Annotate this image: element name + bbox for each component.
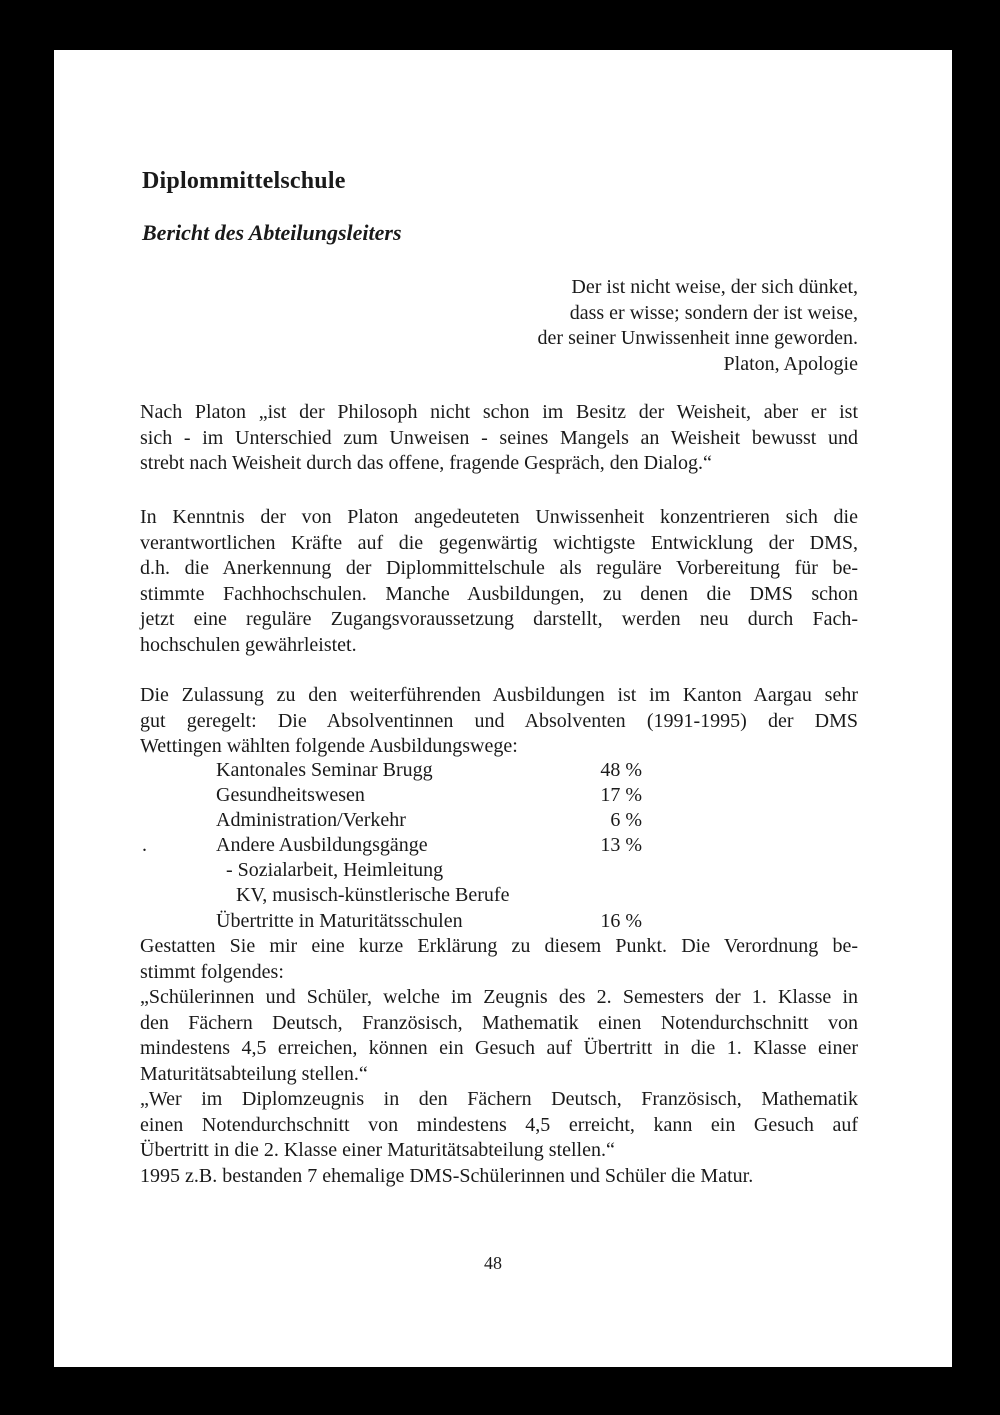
epigraph: [538, 275, 858, 377]
pathway-label: Administration/Verkehr: [216, 809, 406, 831]
text-line: „Wer im Diplomzeugnis in den Fächern Deutsch, Französisch, Mathematik: [140, 1088, 858, 1110]
text-line: jetzt eine reguläre Zugangsvoraussetzung darstellt, werden neu durch Fach-: [140, 608, 858, 630]
pathway-value: 48 %: [600, 759, 642, 781]
pathway-row: [54, 783, 952, 808]
text-line: d.h. die Anerkennung der Diplommittelschule als reguläre Vorbereitung für be-: [140, 557, 858, 579]
pathway-subrow: [54, 883, 952, 908]
paragraph-zulassung: [140, 683, 858, 760]
pathway-value: 13 %: [600, 834, 642, 856]
text-line: hochschulen gewährleistet.: [140, 633, 357, 656]
pathway-marker: .: [142, 834, 147, 856]
paragraph-text: [140, 400, 858, 477]
pathway-value: 16 %: [600, 910, 642, 932]
text-line: den Fächern Deutsch, Französisch, Mathematik einen Notendurchschnitt von: [140, 1011, 858, 1034]
pathway-subrow: [54, 858, 952, 883]
pathway-value: 17 %: [600, 784, 642, 806]
text-line: strebt nach Weisheit durch das offene, fragende Gespräch, den Dialog.“: [140, 452, 712, 474]
epigraph-line: Der ist nicht weise, der sich dünket,: [571, 276, 858, 298]
epigraph-line: dass er wisse; sondern der ist weise,: [569, 301, 858, 324]
page-title: Diplommittelschule: [142, 168, 346, 194]
pathway-row: [54, 833, 952, 858]
paragraph-verordnung: [140, 934, 858, 1189]
text-line: Übertritt in die 2. Klasse einer Maturitätsabteilung stellen.“: [140, 1139, 615, 1161]
pathway-value: 6 %: [610, 809, 642, 831]
document-page: [54, 50, 952, 1367]
pathway-sub-label: KV, musisch-künstlerische Berufe: [236, 884, 510, 906]
text-line: stimmte Fachhochschulen. Manche Ausbildungen, zu denen die DMS schon: [140, 582, 858, 605]
text-line: sich - im Unterschied zum Unweisen - seines Mangels an Weisheit bewusst und: [140, 426, 858, 449]
pathway-label: Übertritte in Maturitätsschulen: [216, 910, 463, 932]
text-line: einen Notendurchschnitt von mindestens 4,5 erreicht, kann ein Gesuch auf: [140, 1113, 858, 1136]
paragraph-text: [140, 505, 858, 658]
text-line: Gestatten Sie mir eine kurze Erklärung zu diesem Punkt. Die Verordnung be-: [140, 935, 858, 957]
text-line: Die Zulassung zu den weiterführenden Ausbildungen ist im Kanton Aargau sehr: [140, 684, 858, 706]
pathway-row: [54, 808, 952, 833]
paragraph-platon: [140, 400, 858, 477]
page-number: 48: [484, 1253, 502, 1273]
pathway-label: Gesundheitswesen: [216, 784, 365, 806]
pathway-sub-label: - Sozialarbeit, Heimleitung: [226, 859, 444, 881]
text-line: Nach Platon „ist der Philosoph nicht schon im Besitz der Weisheit, aber er ist: [140, 401, 858, 423]
pathway-row: [54, 758, 952, 783]
text-line: gut geregelt: Die Absolventinnen und Absolventen (1991-1995) der DMS: [140, 709, 858, 732]
text-line: 1995 z.B. bestanden 7 ehemalige DMS-Schülerinnen und Schüler die Matur.: [140, 1164, 754, 1187]
text-line: stimmt folgendes:: [140, 960, 284, 983]
pathway-label: Andere Ausbildungsgänge: [216, 834, 428, 856]
page-subtitle: Bericht des Abteilungsleiters: [142, 220, 402, 245]
text-line: In Kenntnis der von Platon angedeuteten Unwissenheit konzentrieren sich die: [140, 506, 858, 528]
text-line: Wettingen wählten folgende Ausbildungswege:: [140, 735, 518, 757]
epigraph-source: Platon, Apologie: [723, 352, 858, 375]
epigraph-line: der seiner Unwissenheit inne geworden.: [537, 327, 858, 349]
pathway-label: Kantonales Seminar Brugg: [216, 759, 433, 781]
text-line: mindestens 4,5 erreichen, können ein Gesuch auf Übertritt in die 1. Klasse einer: [140, 1037, 858, 1059]
text-line: verantwortlichen Kräfte auf die gegenwärtig wichtigste Entwicklung der DMS,: [140, 531, 858, 554]
text-line: Maturitätsabteilung stellen.“: [140, 1062, 368, 1085]
text-line: „Schülerinnen und Schüler, welche im Zeugnis des 2. Semesters der 1. Klasse in: [140, 986, 858, 1008]
paragraph-kenntnis: [140, 505, 858, 658]
paragraph-text: [140, 934, 858, 1189]
pathway-row: [54, 909, 952, 934]
paragraph-text: [140, 683, 858, 760]
